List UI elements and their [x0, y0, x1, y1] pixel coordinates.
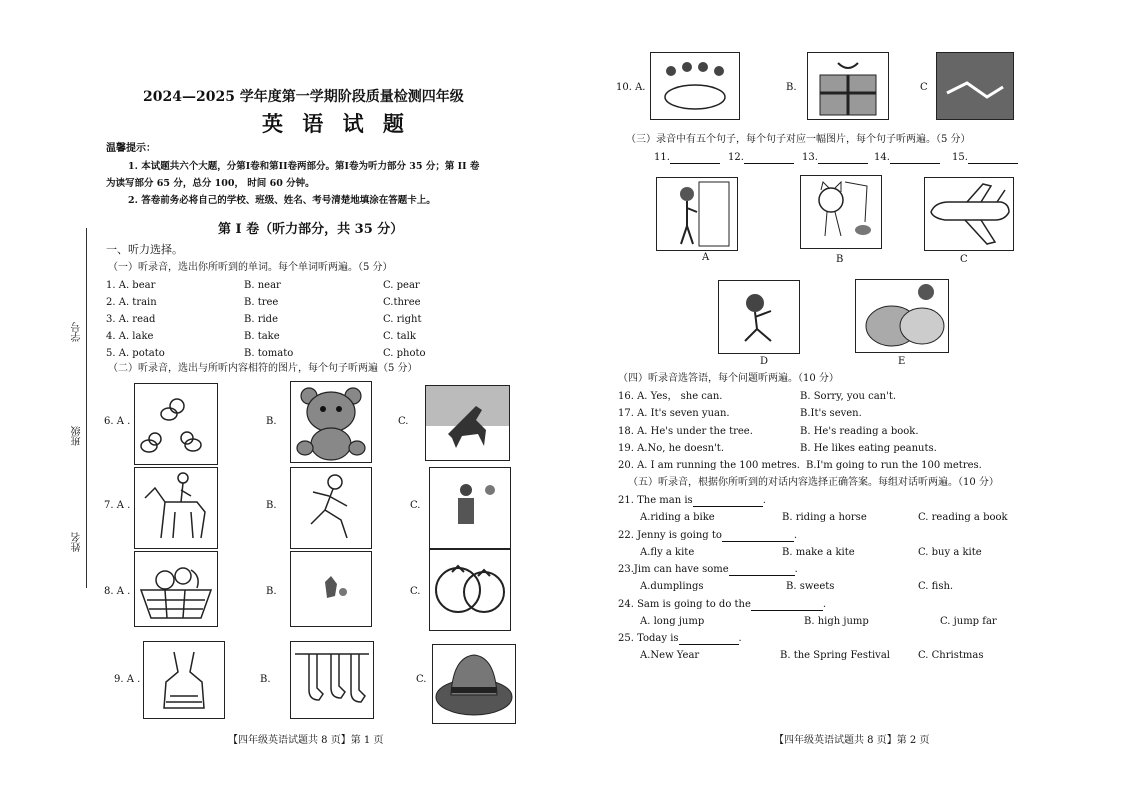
- notice-2: 2. 答卷前务必将自己的学校、班级、姓名、考号清楚地填涂在答题卡上。: [128, 195, 436, 206]
- q10-c-picture: [936, 52, 1014, 120]
- subsection2-heading: （二）听录音，选出与所听内容相符的图片，每个句子听两遍（5 分）: [108, 363, 418, 374]
- blank-12-num: 12.: [728, 152, 744, 163]
- q9-a-dress-picture: [143, 641, 225, 719]
- blank-14-line[interactable]: [890, 153, 940, 164]
- q18-b: B. He's reading a book.: [800, 426, 919, 437]
- side-label-xuehao: 学号: [72, 322, 83, 342]
- q25-stem: [618, 633, 742, 645]
- q23-stem: [618, 564, 798, 576]
- pic-b-cat-fishing: [800, 175, 882, 249]
- pic-e-pig-sleeping: [855, 279, 949, 353]
- q1-b: B. near: [244, 280, 281, 291]
- pic-d-boy-running: [718, 280, 800, 354]
- q19-b: B. He likes eating peanuts.: [800, 443, 937, 454]
- q20-b: B.I'm going to run the 100 metres.: [806, 460, 982, 471]
- binding-line: [86, 228, 87, 588]
- pic-label-b: B: [836, 254, 844, 265]
- q2-c: C.three: [383, 297, 421, 308]
- blank-13: [802, 152, 868, 164]
- pic-a-girl-door: [656, 177, 738, 251]
- q21-stem: [618, 495, 766, 507]
- q21-text: 21. The man is: [618, 495, 693, 506]
- q22-stem: [618, 530, 797, 542]
- notice-1a: 1. 本试题共六个大题，分第I卷和第II卷两部分。第I卷为听力部分 35 分；第 II 卷: [128, 161, 480, 172]
- subsection5-heading: （五）听录音，根据你所听到的对话内容选择正确答案。每组对话听两遍。（10 分）: [628, 477, 999, 488]
- q9-c-hat-picture: [432, 644, 516, 724]
- q9-b-socks-picture: [290, 641, 374, 719]
- q4-b: B. take: [244, 331, 280, 342]
- q2-a: 2. A. train: [106, 297, 157, 308]
- subsection1-heading: （一）听录音，选出你所听到的单词。每个单词听两遍。（5 分）: [108, 262, 393, 273]
- q24-text: 24. Sam is going to do the: [618, 599, 751, 610]
- blank-12-line[interactable]: [744, 153, 794, 164]
- blank-15-line[interactable]: [968, 153, 1018, 164]
- blank-11-num: 11.: [654, 152, 670, 163]
- blank-15-num: 15.: [952, 152, 968, 163]
- q17-b: B.It's seven.: [800, 408, 862, 419]
- notice-1b: 为读写部分 65 分，总分 100， 时间 60 分钟。: [106, 178, 315, 189]
- q23-end: .: [794, 564, 798, 575]
- pic-label-a: A: [702, 252, 710, 263]
- q23-b: B. sweets: [786, 581, 835, 592]
- q23-blank[interactable]: [729, 565, 795, 576]
- blank-13-line[interactable]: [818, 153, 868, 164]
- q5-c: C. photo: [383, 348, 426, 359]
- q23-text: 23.Jim can have some: [618, 564, 729, 575]
- pic-label-d: D: [760, 356, 769, 367]
- pic-c-airplane: [924, 177, 1014, 251]
- q7-a-riding-horse-picture: [134, 467, 218, 549]
- q19-a: 19. A.No, he doesn't.: [618, 443, 725, 454]
- q24-c: C. jump far: [940, 616, 997, 627]
- q8-a-fruit-basket-picture: [134, 551, 218, 627]
- q4-a: 4. A. lake: [106, 331, 154, 342]
- q1-a: 1. A. bear: [106, 280, 156, 291]
- subsection4-heading: （四）听录音选答语，每个问题听两遍。（10 分）: [618, 373, 839, 384]
- q8-c-label: C.: [410, 586, 421, 597]
- notice-heading: 温馨提示：: [106, 143, 156, 154]
- q23-a: A.dumplings: [640, 581, 704, 592]
- q6-c-label: C.: [398, 416, 409, 427]
- q25-blank[interactable]: [679, 634, 739, 645]
- blank-15: [952, 152, 1018, 164]
- q3-a: 3. A. read: [106, 314, 156, 325]
- q1-c: C. pear: [383, 280, 420, 291]
- q7-c-ball-picture: [429, 467, 511, 549]
- q22-c: C. buy a kite: [918, 547, 982, 558]
- section1-heading: 一、听力选择。: [106, 243, 183, 256]
- q8-a-label: 8. A .: [104, 586, 131, 597]
- q2-b: B. tree: [244, 297, 279, 308]
- q5-a: 5. A. potato: [106, 348, 165, 359]
- side-label-xingming: 姓名: [72, 532, 83, 552]
- q9-b-label: B.: [260, 674, 271, 685]
- q17-a: 17. A. It's seven yuan.: [618, 408, 730, 419]
- q21-end: .: [762, 495, 766, 506]
- q10-a-label: 10. A.: [616, 82, 646, 93]
- q6-b-label: B.: [266, 416, 277, 427]
- q18-a: 18. A. He's under the tree.: [618, 426, 753, 437]
- blank-11-line[interactable]: [670, 153, 720, 164]
- q22-end: .: [793, 530, 798, 541]
- q10-b-gift-picture: [807, 52, 889, 120]
- q24-stem: [618, 599, 826, 611]
- q8-c-tomatoes-picture: [429, 549, 511, 631]
- q4-c: C. talk: [383, 331, 416, 342]
- q25-end: .: [738, 633, 742, 644]
- q21-b: B. riding a horse: [782, 512, 867, 523]
- exam-title-line2: 英 语 试 题: [262, 111, 410, 136]
- q7-b-running-picture: [290, 467, 372, 549]
- q3-b: B. ride: [244, 314, 279, 325]
- q7-c-label: C.: [410, 500, 421, 511]
- q9-c-label: C.: [416, 674, 427, 685]
- q10-b-label: B.: [786, 82, 797, 93]
- q16-b: B. Sorry, you can't.: [800, 391, 897, 402]
- pic-label-c: C: [960, 254, 968, 265]
- q25-a: A.New Year: [640, 650, 700, 661]
- q16-a: 16. A. Yes， she can.: [618, 391, 723, 402]
- page1-footer: 【四年级英语试题共 8 页】第 1 页: [228, 735, 384, 746]
- q6-a-chicks-picture: [134, 383, 218, 465]
- q24-a: A. long jump: [640, 616, 705, 627]
- q24-b: B. high jump: [804, 616, 869, 627]
- q22-blank[interactable]: [722, 531, 794, 542]
- q20-a: 20. A. I am running the 100 metres.: [618, 460, 800, 471]
- part1-title: 第 I 卷（听力部分，共 35 分）: [218, 222, 404, 237]
- q6-c-horse-picture: [425, 385, 510, 461]
- q5-b: B. tomato: [244, 348, 294, 359]
- q10-c-label: C: [920, 82, 928, 93]
- subsection3-heading: （三）录音中有五个句子，每个句子对应一幅图片，每个句子听两遍。（5 分）: [626, 134, 971, 145]
- q23-c: C. fish.: [918, 581, 954, 592]
- page2-footer: 【四年级英语试题共 8 页】第 2 页: [774, 735, 930, 746]
- q8-b-picture: [290, 551, 372, 627]
- q25-c: C. Christmas: [918, 650, 984, 661]
- q3-c: C. right: [383, 314, 422, 325]
- q22-a: A.fly a kite: [640, 547, 695, 558]
- q25-text: 25. Today is: [618, 633, 679, 644]
- q21-a: A.riding a bike: [640, 512, 715, 523]
- blank-14-num: 14.: [874, 152, 890, 163]
- q24-blank[interactable]: [751, 600, 823, 611]
- q6-b-bear-picture: [290, 381, 372, 463]
- q9-a-label: 9. A .: [114, 674, 141, 685]
- q24-end: .: [822, 599, 827, 610]
- q8-b-label: B.: [266, 586, 277, 597]
- q22-b: B. make a kite: [782, 547, 855, 558]
- blank-11: [654, 152, 720, 164]
- q10-a-dinner-picture: [650, 52, 740, 120]
- q6-a-label: 6. A .: [104, 416, 131, 427]
- q22-text: 22. Jenny is going to: [618, 530, 722, 541]
- blank-12: [728, 152, 794, 164]
- side-label-banji: 班级: [72, 426, 83, 446]
- pic-label-e: E: [898, 356, 906, 367]
- q21-blank[interactable]: [693, 496, 763, 507]
- blank-13-num: 13.: [802, 152, 818, 163]
- blank-14: [874, 152, 940, 164]
- q7-b-label: B.: [266, 500, 277, 511]
- exam-title-line1: 2024—2025 学年度第一学期阶段质量检测四年级: [143, 89, 464, 105]
- q25-b: B. the Spring Festival: [780, 650, 890, 661]
- q7-a-label: 7. A .: [104, 500, 131, 511]
- q21-c: C. reading a book: [918, 512, 1008, 523]
